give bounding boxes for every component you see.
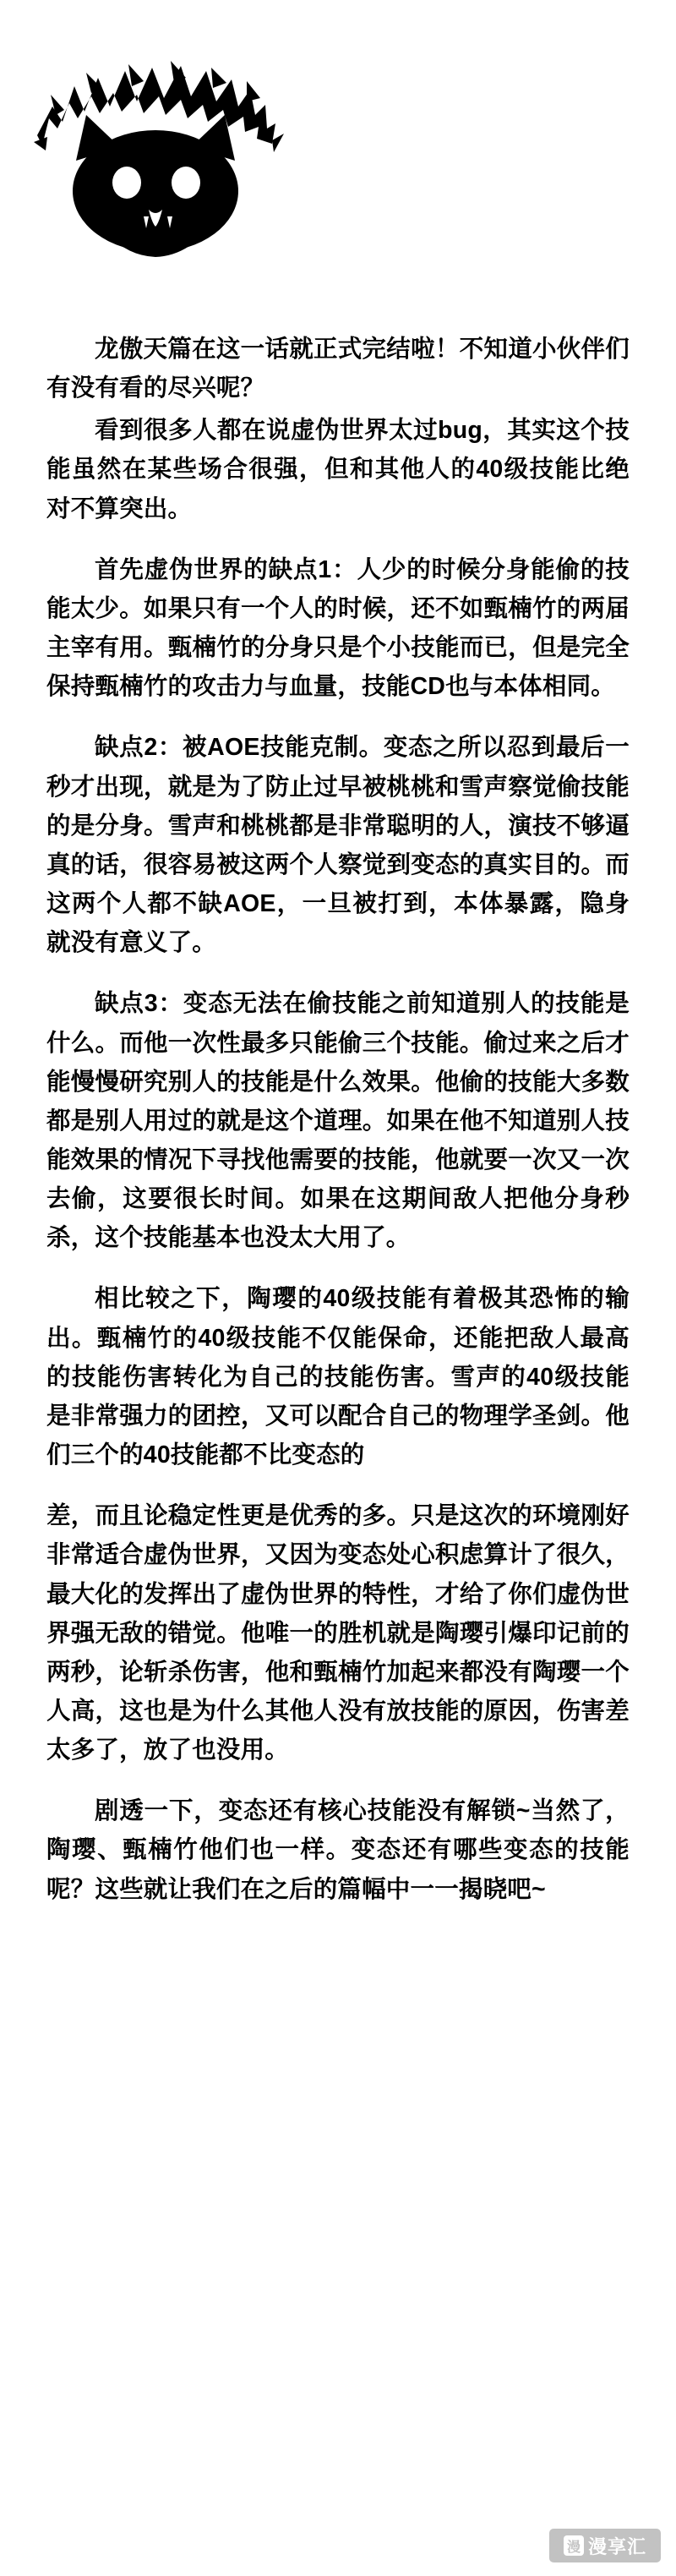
- article-body: [46, 330, 630, 1912]
- cat-eye-left: [112, 167, 141, 199]
- article-paragraph: 缺点3：变态无法在偷技能之前知道别人的技能是什么。而他一次性最多只能偷三个技能。偷过来之后才能慢慢研究别人的技能是什么效果。他偷的技能大多数都是别人用过的就是这个道理。如果在他不知道别人技能效果的情况下寻找他需要的技能，他就要一次又一次去偷，这要很长时间。如果在这期间敌人把他分身秒杀，这个技能基本也没太大用了。: [46, 990, 630, 1252]
- watermark-text: 漫享汇: [587, 2535, 646, 2557]
- article-paragraph: 差，而且论稳定性更是优秀的多。只是这次的环境刚好非常适合虚伪世界，又因为变态处心积虑算计了很久，最大化的发挥出了虚伪世界的特性，才给了你们虚伪世界强无敌的错觉。他唯一的胜机就是陶璎引爆印记前的两秒，论斩杀伤害，他和甄楠竹加起来都没有陶璎一个人高，这也是为什么其他人没有放技能的原因，伤害差太多了，放了也没用。: [46, 1502, 630, 1764]
- article-paragraph: 缺点2：被AOE技能克制。变态之所以忍到最后一秒才出现，就是为了防止过早被桃桃和雪声察觉偷技能的是分身。雪声和桃桃都是非常聪明的人，演技不够逼真的话，很容易被这两个人察觉到变态的真实目的。而这两个人都不缺AOE，一旦被打到，本体暴露，隐身就没有意义了。: [46, 734, 630, 957]
- cat-mascot-logo-svg: [25, 34, 287, 262]
- article-paragraph: 龙傲天篇在这一话就正式完结啦！不知道小伙伴们有没有看的尽兴呢？: [46, 336, 630, 402]
- watermark-badge: 漫: [564, 2535, 584, 2556]
- article-paragraph: 首先虚伪世界的缺点1：人少的时候分身能偷的技能太少。如果只有一个人的时候，还不如甄楠竹的两届主宰有用。甄楠竹的分身只是个小技能而已，但是完全保持甄楠竹的攻击力与血量，技能CD也与本体相同。: [46, 555, 630, 701]
- article-paragraph: 剧透一下，变态还有核心技能没有解锁~当然了，陶璎、甄楠竹他们也一样。变态还有哪些变态的技能呢？这些就让我们在之后的篇幅中一一揭晓吧~: [46, 1797, 630, 1903]
- cat-eye-right: [172, 167, 200, 199]
- watermark: [549, 2529, 661, 2562]
- article-paragraph: 看到很多人都在说虚伪世界太过bug，其实这个技能虽然在某些场合很强，但和其他人的40级技能比绝对不算突出。: [46, 417, 630, 522]
- cat-mascot-logo: [25, 34, 287, 262]
- article-paragraph: 相比较之下，陶璎的40级技能有着极其恐怖的输出。甄楠竹的40级技能不仅能保命，还能把敌人最高的技能伤害转化为自己的技能伤害。雪声的40级技能是非常强力的团控，又可以配合自己的物理学圣剑。他们三个的40技能都不比变态的: [46, 1285, 630, 1469]
